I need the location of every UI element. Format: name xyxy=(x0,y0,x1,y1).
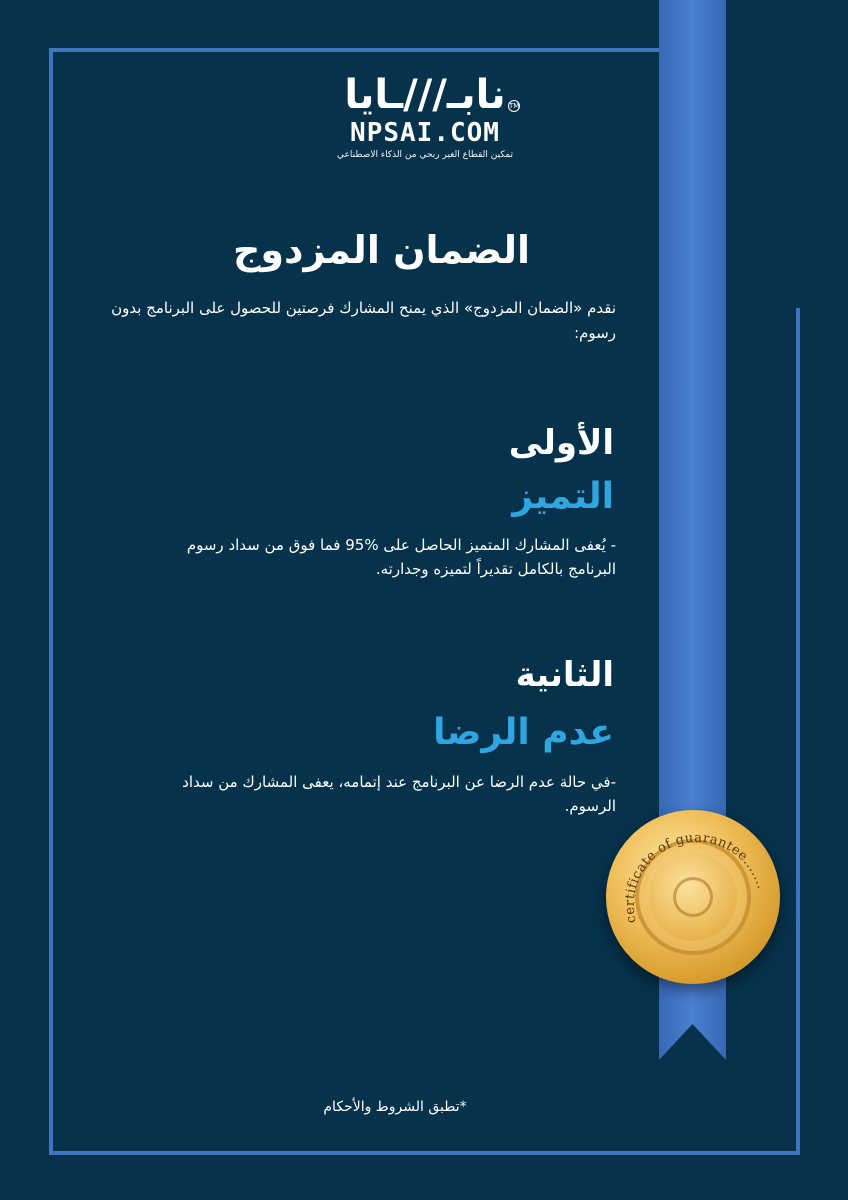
terms-footer: *تطبق الشروط والأحكام xyxy=(323,1099,467,1115)
section-second-heading: الثانية xyxy=(515,655,614,695)
seal-text-graphic xyxy=(606,810,780,984)
section-second-description: -في حالة عدم الرضا عن البرنامج عند إتمامه، يعفى المشارك من سداد الرسوم. xyxy=(182,773,616,815)
frame-bottom-border xyxy=(49,1151,800,1155)
frame-left-border xyxy=(49,48,53,1155)
frame-top-border xyxy=(49,48,659,52)
section-first-heading: الأولى xyxy=(508,423,614,463)
trademark-icon: TM xyxy=(509,102,520,110)
guarantee-seal xyxy=(606,810,780,984)
section-first-subheading: التميز xyxy=(512,476,614,517)
logo-tagline: تمكين القطاع الغير ربحي من الذكاء الاصطناعي xyxy=(336,150,513,160)
intro-text: نقدم «الضمان المزدوج» الذي يمنح المشارك فرصتين للحصول على البرنامج بدون رسوم: xyxy=(111,299,616,342)
page-title: الضمان المزدوج xyxy=(232,228,530,272)
svg-text:certificate of guarantee...... xyxy=(623,831,769,925)
section-first-description: - يُعفى المشارك المتميز الحاصل على %95 فما فوق من سداد رسوم البرنامج بالكامل تقديراً لتميزه وجدارته. xyxy=(186,536,616,578)
section-second-subheading: عدم الرضا xyxy=(433,712,614,753)
logo-url: NPSAI.COM xyxy=(350,118,500,148)
frame-right-border xyxy=(796,308,800,1155)
seal-text: certificate of guarantee....... xyxy=(622,830,770,925)
logo-mark: نابـ///ـايا xyxy=(344,72,506,118)
logo xyxy=(320,72,530,162)
